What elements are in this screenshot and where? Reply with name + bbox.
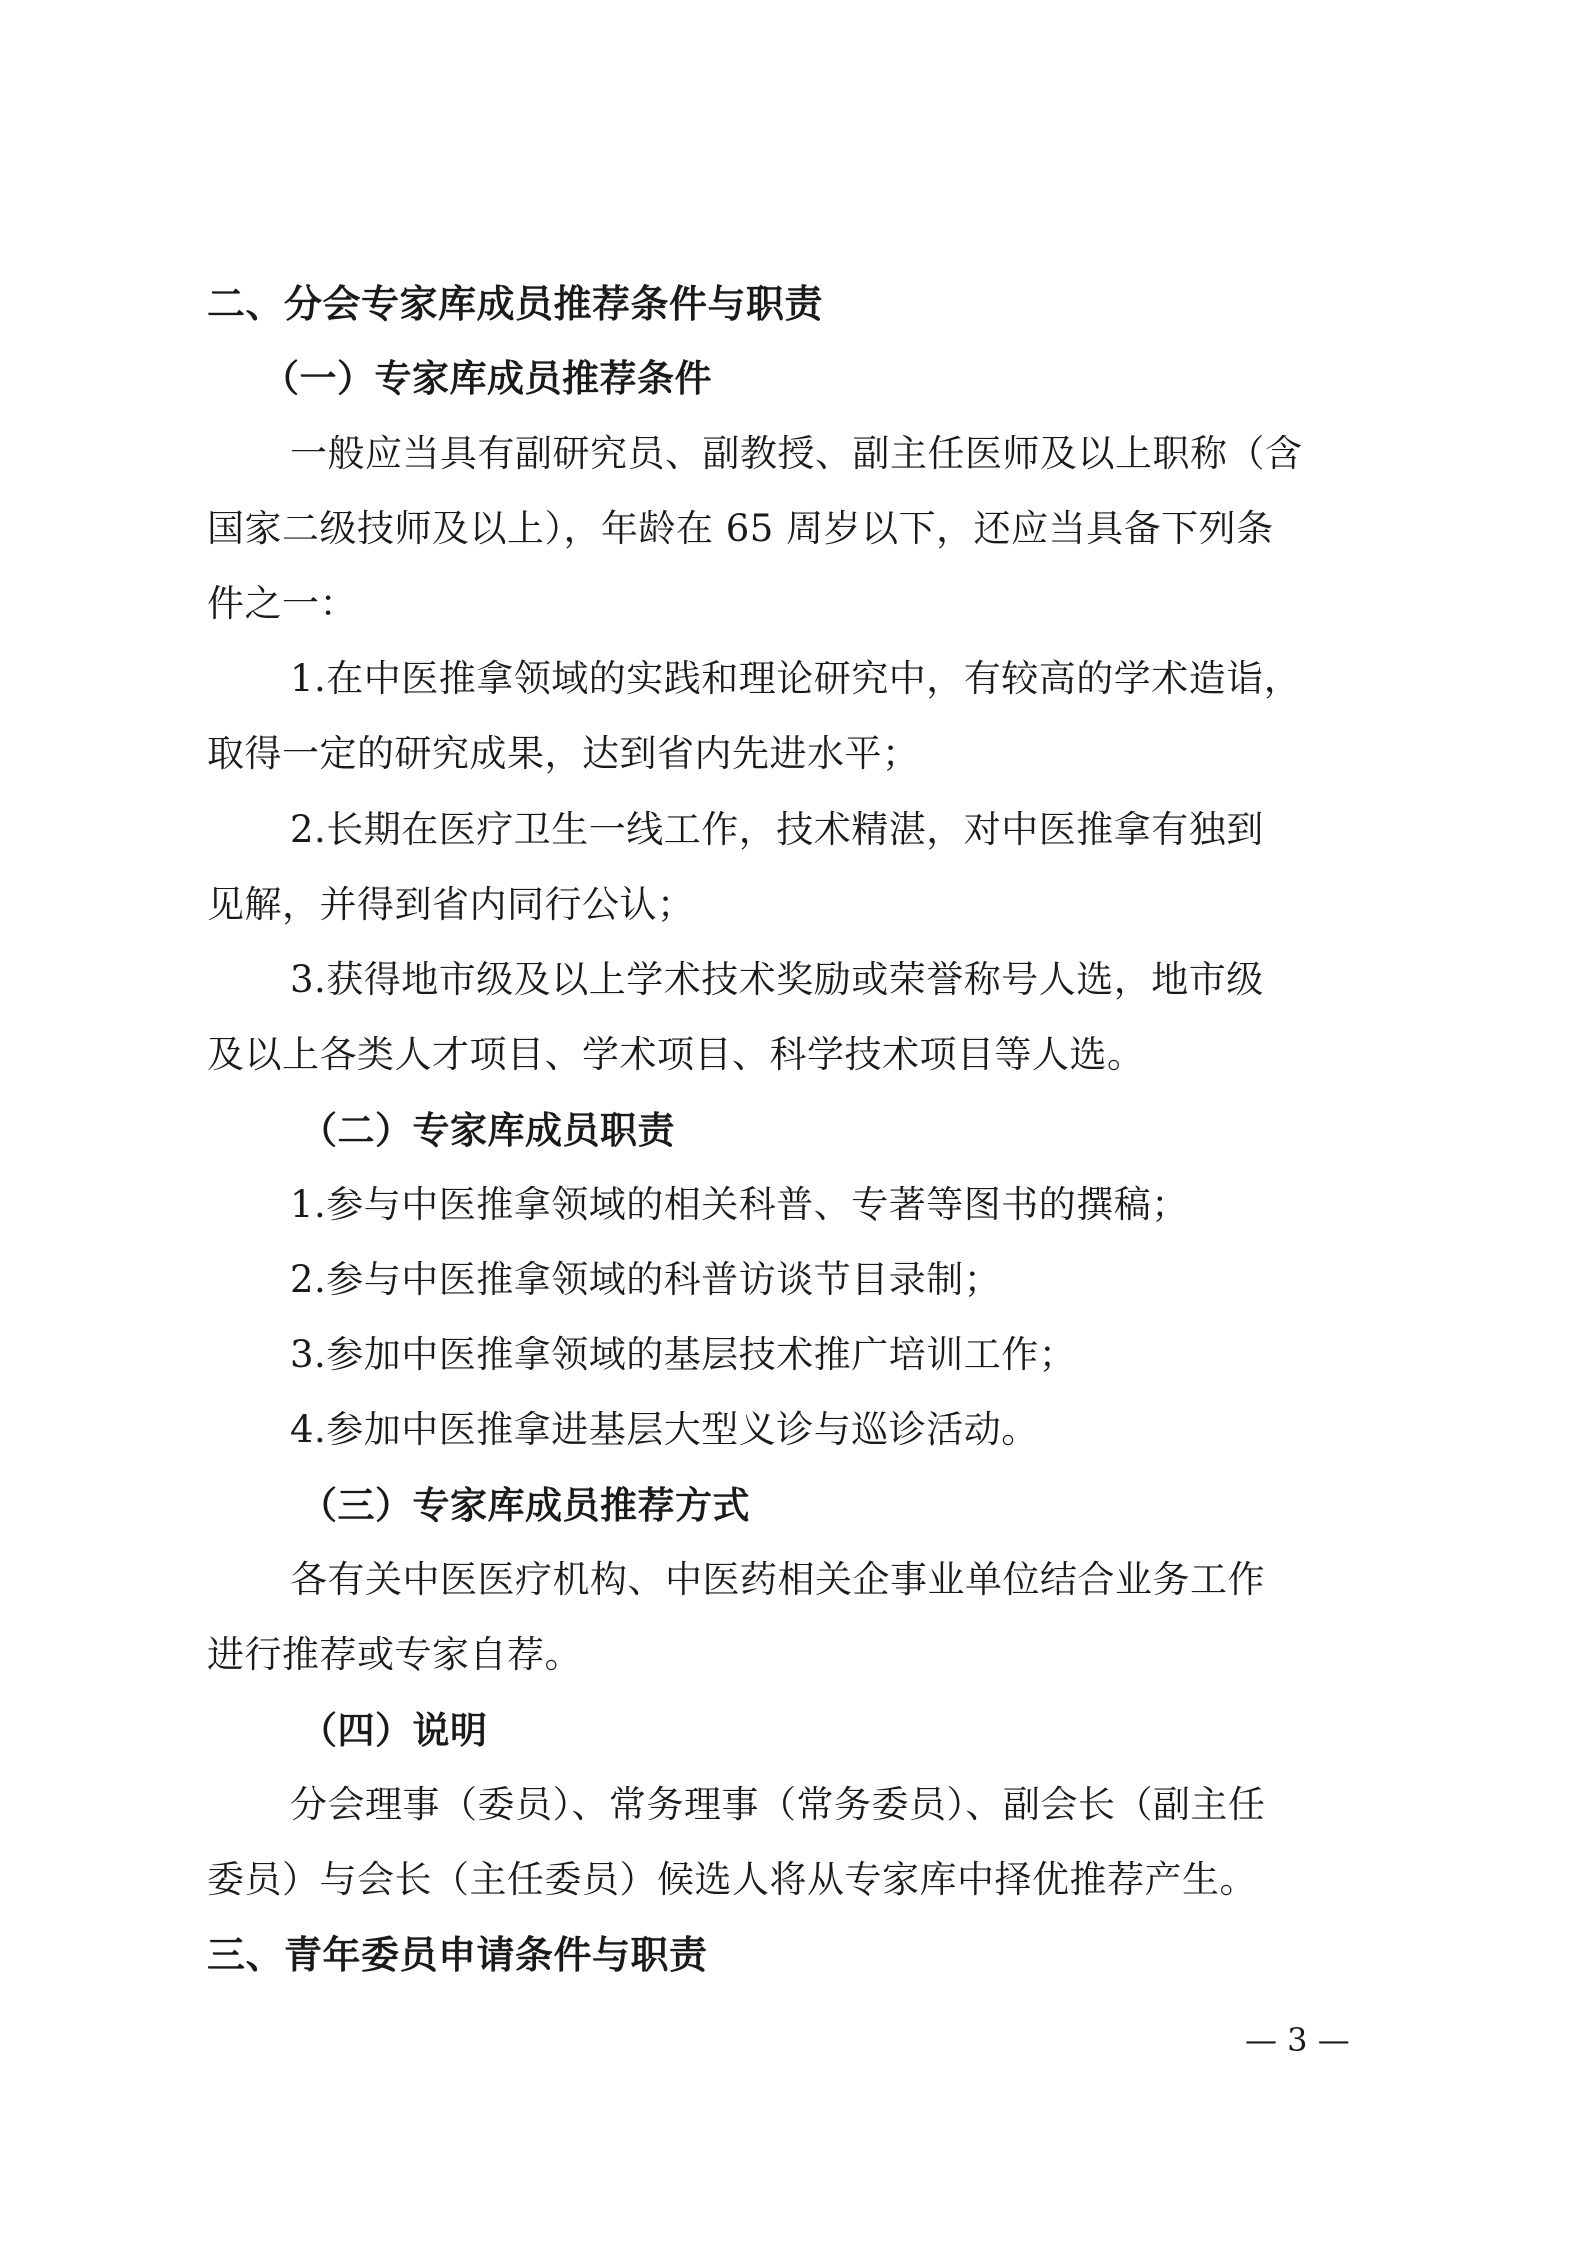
sub1-intro-line-1: 一般应当具有副研究员、副教授、副主任医师及以上职称（含 xyxy=(290,432,1303,475)
section-2-heading: 二、分会专家库成员推荐条件与职责 xyxy=(207,282,824,326)
sub3-line-2: 进行推荐或专家自荐。 xyxy=(207,1633,582,1676)
subsection-2-heading: （二）专家库成员职责 xyxy=(300,1108,675,1152)
subsection-3-heading: （三）专家库成员推荐方式 xyxy=(300,1483,750,1527)
sub1-item-1-line-2: 取得一定的研究成果，达到省内先进水平； xyxy=(207,732,920,775)
section-3-heading: 三、青年委员申请条件与职责 xyxy=(207,1933,708,1977)
sub3-line-1: 各有关中医医疗机构、中医药相关企事业单位结合业务工作 xyxy=(290,1558,1265,1601)
sub2-item-4: 4.参加中医推拿进基层大型义诊与巡诊活动。 xyxy=(290,1408,1039,1451)
sub1-item-2-line-1: 2.长期在医疗卫生一线工作，技术精湛，对中医推拿有独到 xyxy=(290,808,1264,851)
subsection-1-heading: （一）专家库成员推荐条件 xyxy=(262,357,712,400)
sub1-item-1-line-1: 1.在中医推拿领域的实践和理论研究中，有较高的学术造诣， xyxy=(290,657,1302,700)
sub4-line-2: 委员）与会长（主任委员）候选人将从专家库中择优推荐产生。 xyxy=(207,1858,1257,1901)
sub1-item-2-line-2: 见解，并得到省内同行公认； xyxy=(207,883,695,926)
sub1-item-3-line-1: 3.获得地市级及以上学术技术奖励或荣誉称号人选，地市级 xyxy=(290,958,1264,1001)
sub2-item-3: 3.参加中医推拿领域的基层技术推广培训工作； xyxy=(290,1333,1077,1376)
sub1-intro-line-2: 国家二级技师及以上），年龄在 65 周岁以下，还应当具备下列条 xyxy=(207,507,1274,550)
sub4-line-1: 分会理事（委员）、常务理事（常务委员）、副会长（副主任 xyxy=(290,1783,1266,1826)
sub2-item-2: 2.参与中医推拿领域的科普访谈节目录制； xyxy=(290,1258,1002,1301)
sub1-item-3-line-2: 及以上各类人才项目、学术项目、科学技术项目等人选。 xyxy=(207,1033,1145,1076)
sub1-intro-line-3: 件之一： xyxy=(207,582,357,625)
page-number: — 3 — xyxy=(1245,2021,1350,2059)
sub2-item-1: 1.参与中医推拿领域的相关科普、专著等图书的撰稿； xyxy=(290,1183,1189,1226)
subsection-4-heading: （四）说明 xyxy=(300,1708,488,1752)
